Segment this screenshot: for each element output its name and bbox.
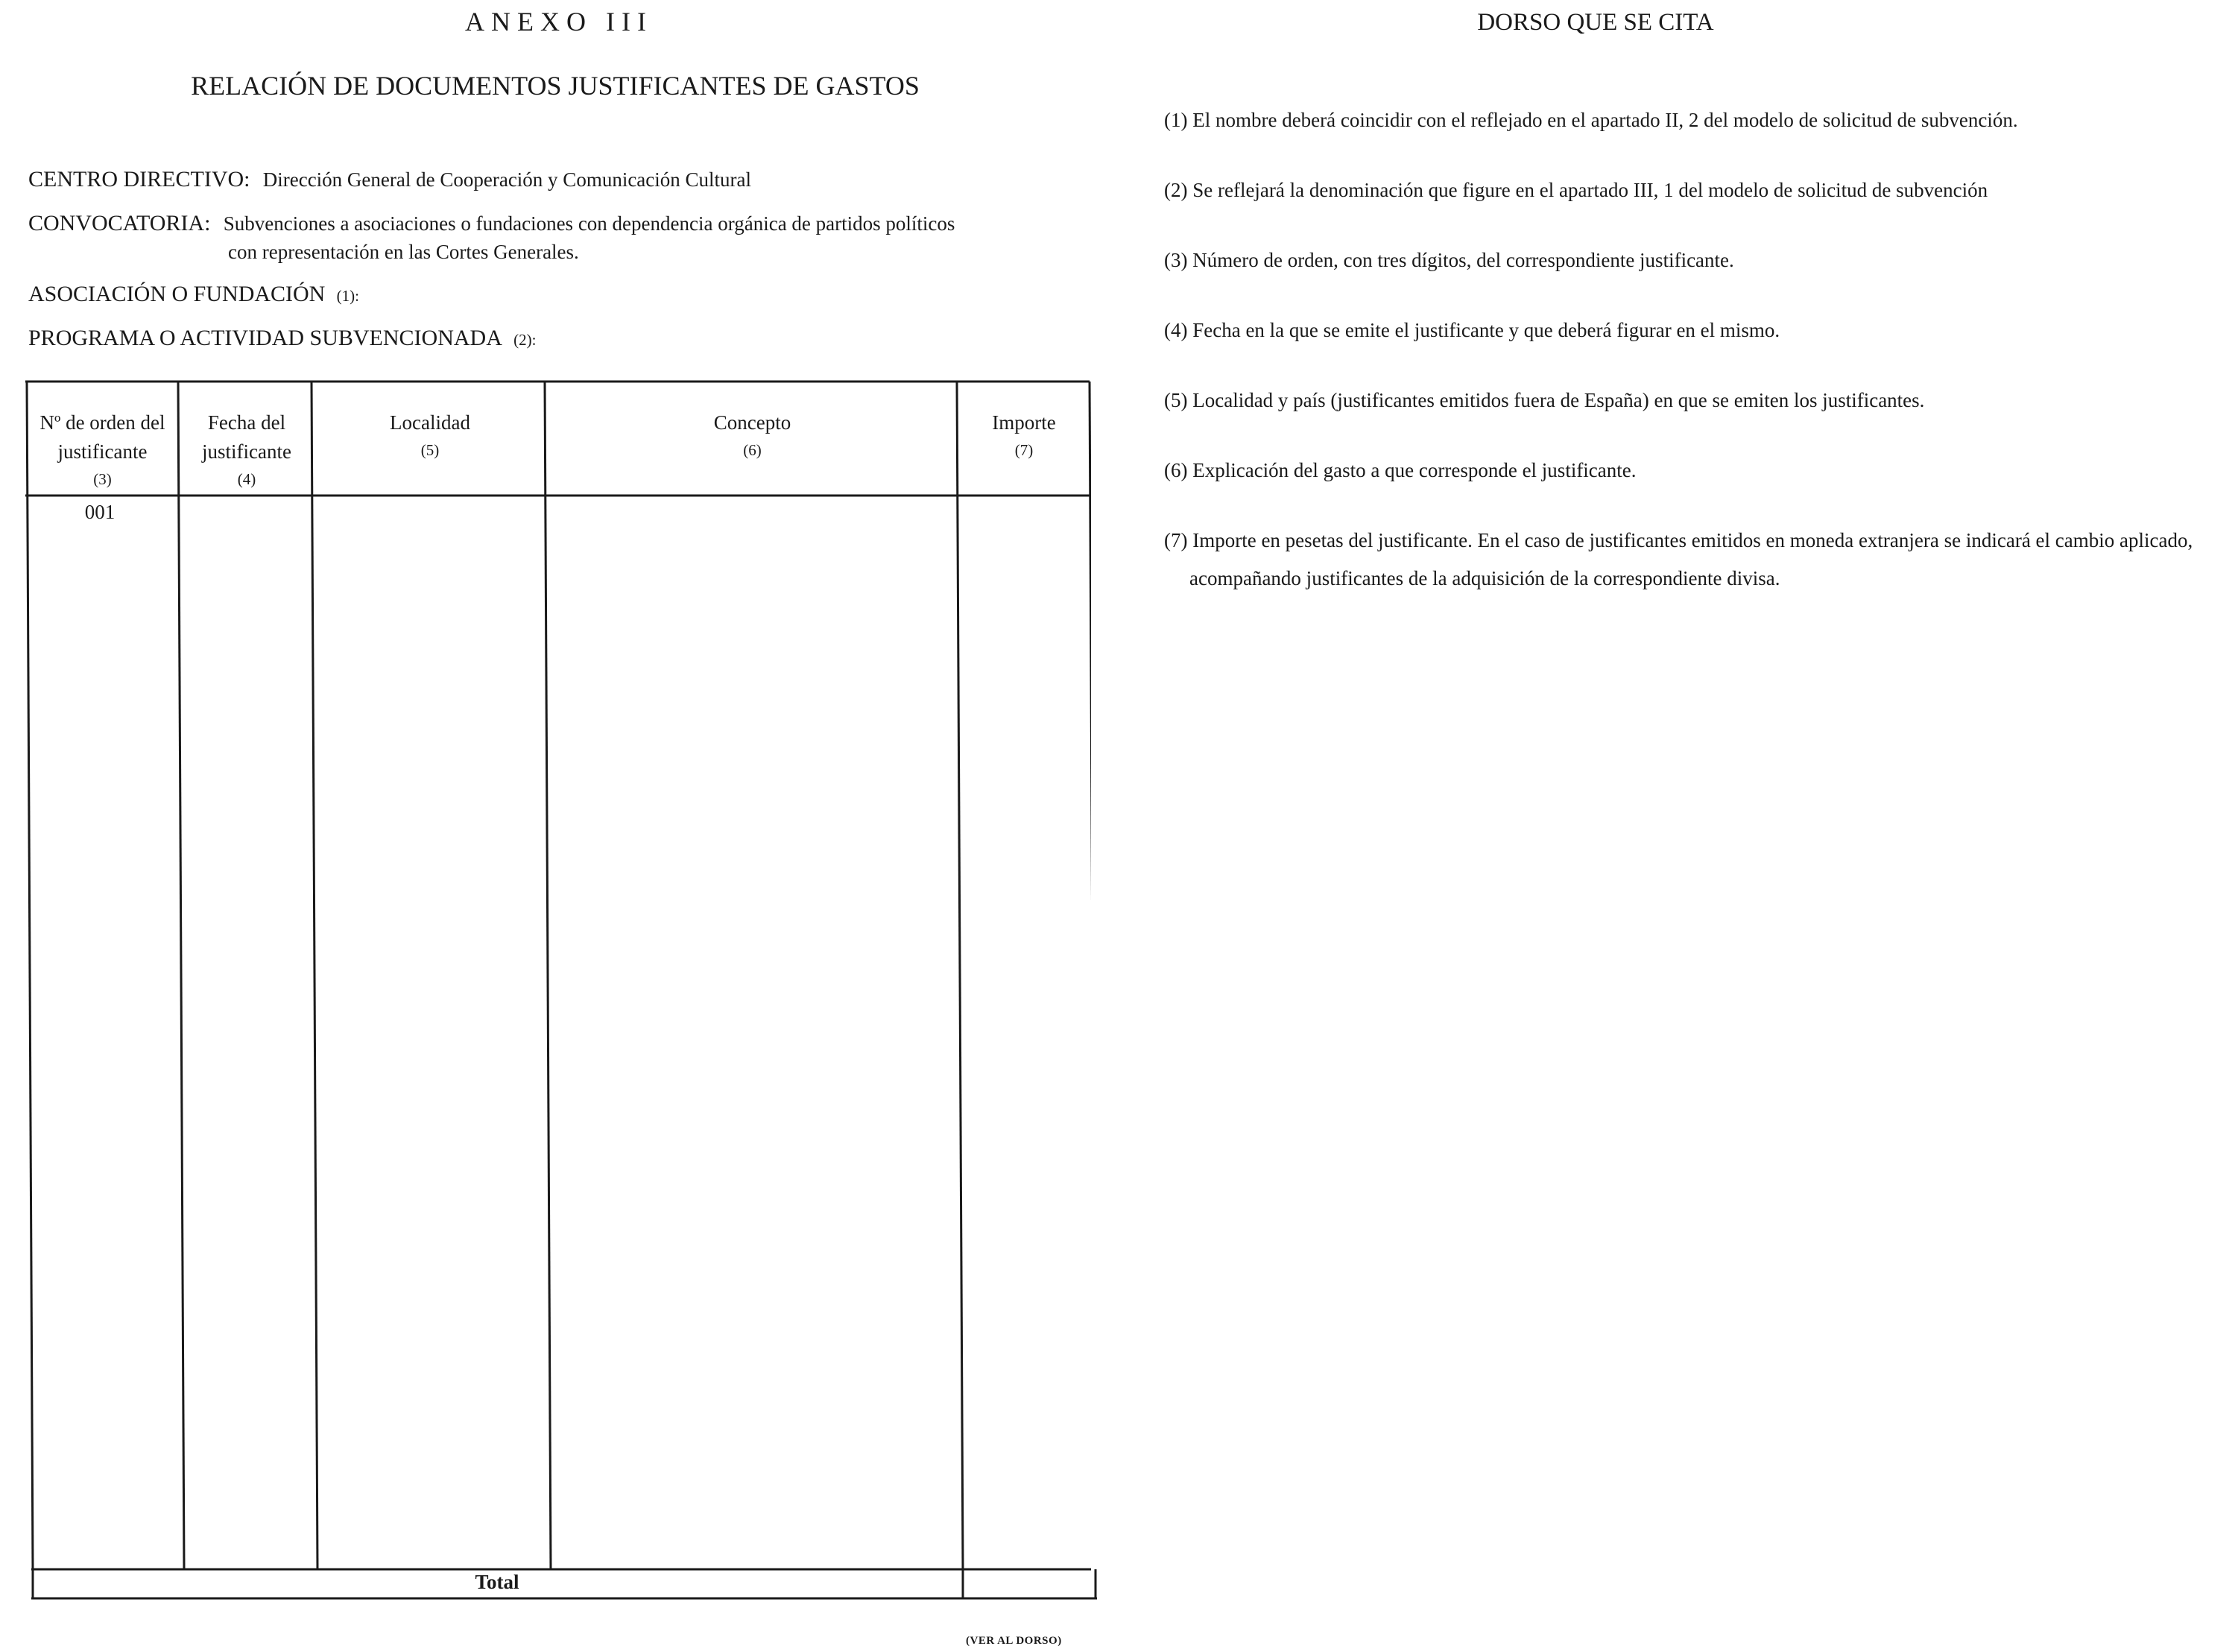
programa-ref: (2): <box>513 331 537 349</box>
note-3: (3) Número de orden, con tres dígitos, del correspondiente justificante. <box>1164 249 1734 271</box>
header-locality: Localidad (5) <box>390 411 470 459</box>
note-5: (5) Localidad y país (justificantes emitidos fuera de España) en que se emiten los justificantes. <box>1164 389 1925 411</box>
centro-directivo-label: CENTRO DIRECTIVO: <box>28 167 250 192</box>
asociacion-label: ASOCIACIÓN O FUNDACIÓN <box>28 282 326 306</box>
note-4: (4) Fecha en la que se emite el justificante y que deberá figurar en el mismo. <box>1164 319 1780 341</box>
convocatoria-label: CONVOCATORIA: <box>28 211 211 235</box>
header-amount: Importe (7) <box>992 411 1056 459</box>
total-row <box>31 1569 1097 1599</box>
note-7-continuation: acompañando justificantes de la adquisición de la correspondiente divisa. <box>1189 567 1780 589</box>
header-date: Fecha del justificante (4) <box>202 411 291 488</box>
first-row-order-number: 001 <box>84 501 116 523</box>
convocatoria-value-line1: Subvenciones a asociaciones o fundaciones con dependencia orgánica de partidos políticos <box>223 212 955 235</box>
document-title: RELACIÓN DE DOCUMENTOS JUSTIFICANTES DE GASTOS <box>191 71 920 101</box>
header-concept: Concepto (6) <box>713 411 791 459</box>
programa-row <box>28 326 536 351</box>
expense-table <box>25 380 1091 1571</box>
note-6: (6) Explicación del gasto a que corresponde el justificante. <box>1164 459 1637 481</box>
programa-label: PROGRAMA O ACTIVIDAD SUBVENCIONADA <box>28 326 502 350</box>
header-order-number: Nº de orden del justificante (3) <box>39 411 165 488</box>
convocatoria-value-line2: con representación en las Cortes Generales. <box>228 241 579 263</box>
ver-al-dorso-note: (VER AL DORSO) <box>966 1635 1062 1647</box>
asociacion-ref: (1): <box>336 287 359 305</box>
table-grid <box>25 380 1091 1571</box>
asociacion-row <box>28 282 359 307</box>
centro-directivo-value: Dirección General de Cooperación y Comunicación Cultural <box>262 168 752 191</box>
note-7: (7) Importe en pesetas del justificante. En el caso de justificantes emitidos en moneda extranjera se indicará el cambio aplicado, <box>1164 529 2193 551</box>
convocatoria-row <box>28 211 955 236</box>
note-2: (2) Se reflejará la denominación que figure en el apartado III, 1 del modelo de solicitud de subvención <box>1164 179 1988 201</box>
dorso-title: DORSO QUE SE CITA <box>1477 9 1714 36</box>
note-1: (1) El nombre deberá coincidir con el reflejado en el apartado II, 2 del modelo de solicitud de subvención. <box>1164 109 2018 131</box>
annex-title: ANEXO III <box>465 7 653 37</box>
total-label: Total <box>475 1571 519 1593</box>
centro-directivo-row <box>28 167 751 192</box>
